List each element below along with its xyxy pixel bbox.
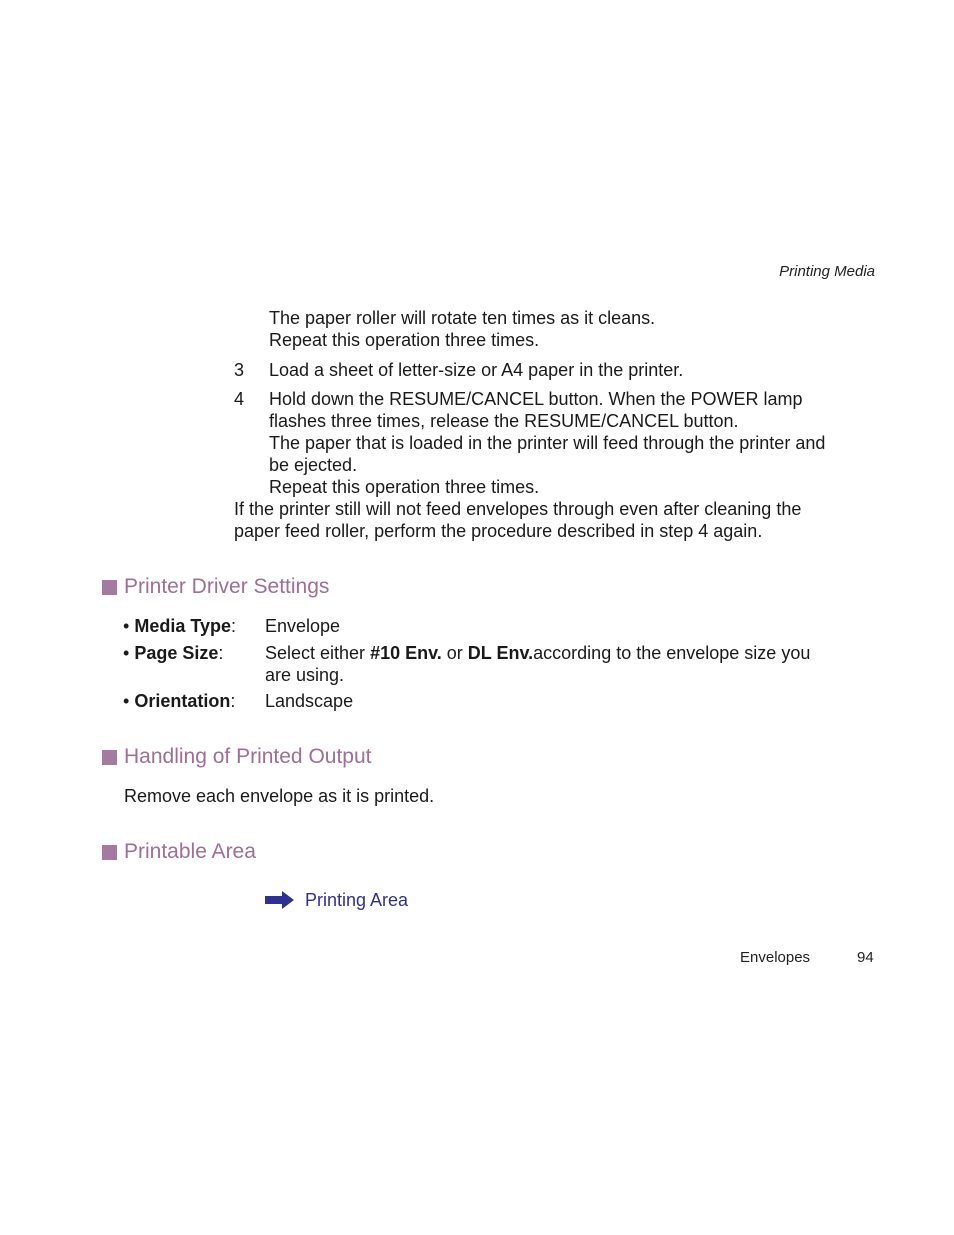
bullet-item-media-type bbox=[123, 615, 236, 637]
label-colon: : bbox=[231, 616, 237, 636]
note-line-1: If the printer still will not feed envelopes through even after cleaning the bbox=[234, 499, 802, 519]
value-text: or bbox=[441, 643, 468, 663]
label-colon: : bbox=[218, 643, 224, 663]
setting-value-line-2: are using. bbox=[265, 665, 345, 685]
continuation-line-1: The paper roller will rotate ten times as it cleans. bbox=[269, 308, 656, 328]
note-line-2: paper feed roller, perform the procedure described in step 4 again. bbox=[234, 521, 763, 541]
bullet-glyph: • bbox=[123, 616, 130, 636]
section-heading-handling: Handling of Printed Output bbox=[124, 745, 372, 768]
step-text: flashes three times, release the RESUME/CANCEL button. bbox=[269, 411, 739, 431]
step-text: Repeat this operation three times. bbox=[269, 477, 540, 497]
step-number: 4 bbox=[234, 389, 245, 409]
step-text: Load a sheet of letter-size or A4 paper in the printer. bbox=[269, 360, 684, 380]
section-square-icon bbox=[102, 750, 117, 765]
setting-value: Landscape bbox=[265, 691, 354, 711]
value-bold: DL Env. bbox=[467, 643, 534, 663]
running-header: Printing Media bbox=[779, 263, 875, 280]
bullet-item-orientation bbox=[123, 690, 235, 712]
bullet-item-page-size bbox=[123, 642, 223, 664]
label-colon: : bbox=[230, 691, 236, 711]
bullet-glyph: • bbox=[123, 643, 130, 663]
section-heading-printable-area: Printable Area bbox=[124, 840, 256, 863]
step-text: be ejected. bbox=[269, 455, 358, 475]
section-square-icon bbox=[102, 580, 117, 595]
setting-label: Orientation bbox=[134, 691, 231, 711]
setting-value: Envelope bbox=[265, 616, 341, 636]
setting-label: Media Type bbox=[134, 616, 232, 636]
value-text: according to the envelope size you bbox=[533, 643, 811, 663]
section-square-icon bbox=[102, 845, 117, 860]
continuation-line-2: Repeat this operation three times. bbox=[269, 330, 540, 350]
step-number: 3 bbox=[234, 360, 245, 380]
step-text: The paper that is loaded in the printer will feed through the printer and bbox=[269, 433, 826, 453]
printing-area-link[interactable]: Printing Area bbox=[305, 890, 409, 910]
arrow-right-icon[interactable] bbox=[265, 890, 294, 910]
value-text: Select either bbox=[265, 643, 371, 663]
setting-value bbox=[265, 642, 810, 664]
handling-text: Remove each envelope as it is printed. bbox=[124, 786, 435, 806]
page-number: 94 bbox=[857, 949, 874, 966]
footer-section-name: Envelopes bbox=[740, 949, 811, 966]
section-heading-driver-settings: Printer Driver Settings bbox=[124, 575, 330, 598]
step-text: Hold down the RESUME/CANCEL button. When the POWER lamp bbox=[269, 389, 803, 409]
value-bold: #10 Env. bbox=[370, 643, 442, 663]
bullet-glyph: • bbox=[123, 691, 130, 711]
setting-label: Page Size bbox=[134, 643, 219, 663]
